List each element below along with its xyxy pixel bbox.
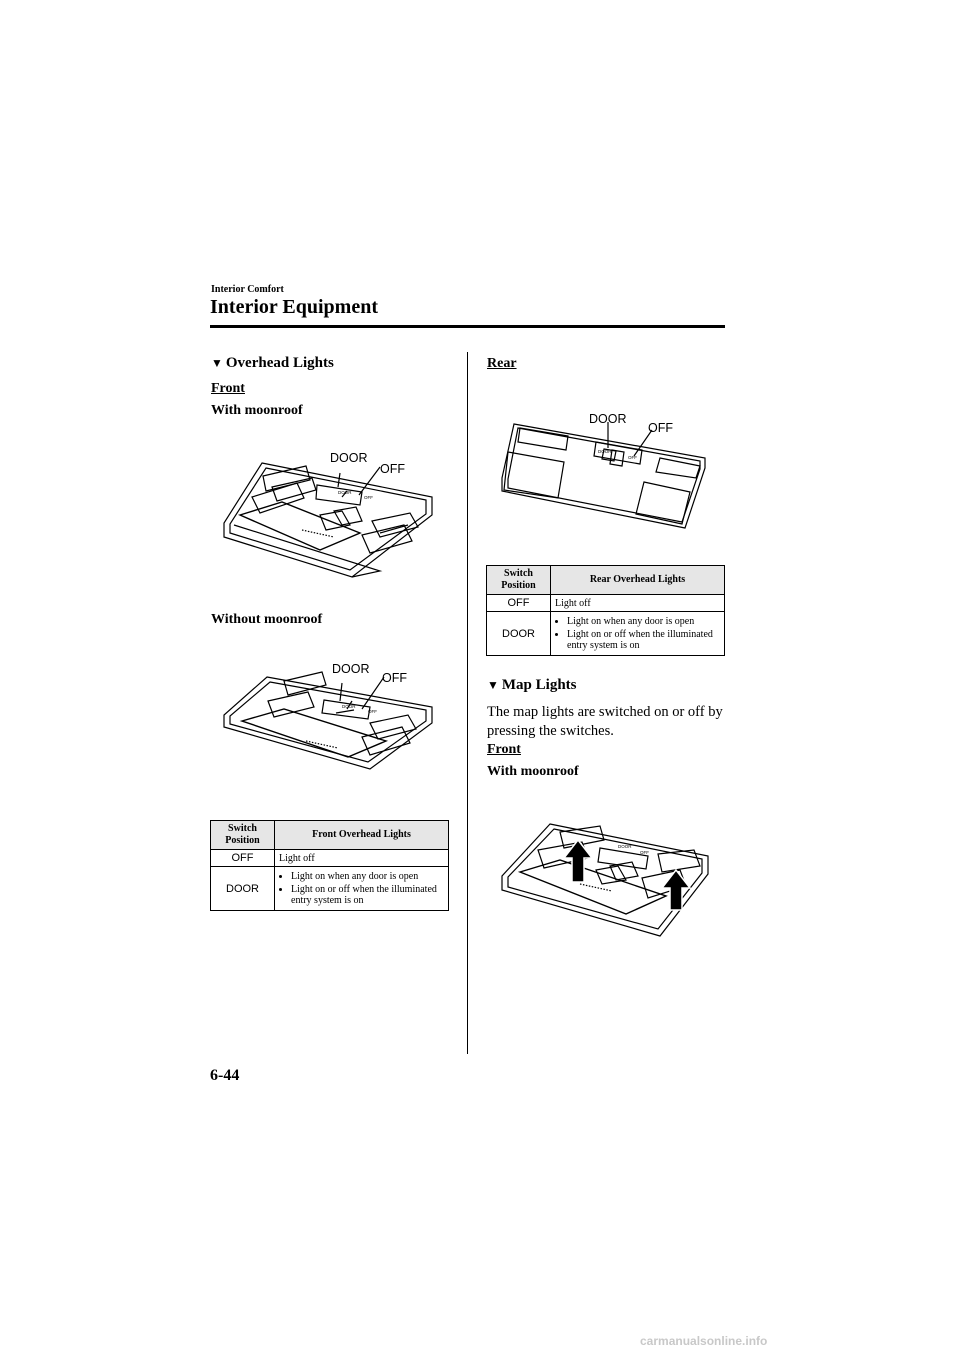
rear-subheading: Rear xyxy=(487,356,517,371)
rear-overhead-figure xyxy=(500,406,715,531)
off-switch-text: OFF xyxy=(628,455,637,460)
up-arrow-icon xyxy=(564,840,592,882)
list-item: • Light on when any door is open xyxy=(567,616,720,627)
switch-position-door: DOOR xyxy=(211,867,275,911)
door-callout: DOOR xyxy=(330,451,368,465)
switch-position-off: OFF xyxy=(487,595,551,612)
front-overhead-with-moonroof-figure xyxy=(222,445,447,580)
with-moonroof-label: With moonroof xyxy=(211,403,303,418)
up-arrow-icon xyxy=(662,870,690,910)
off-switch-text: OFF xyxy=(640,850,649,855)
triangle-icon: ▼ xyxy=(487,678,499,692)
watermark: carmanualsonline.info xyxy=(640,1334,768,1348)
front-subheading: Front xyxy=(211,381,245,396)
door-description xyxy=(551,612,725,656)
off-switch-text: OFF xyxy=(364,495,373,500)
door-callout: DOOR xyxy=(332,662,370,676)
off-callout: OFF xyxy=(380,462,405,476)
with-moonroof-label: With moonroof xyxy=(487,764,579,779)
list-item: • Light on when any door is open xyxy=(291,871,444,882)
table-header-rear-overhead-lights: Rear Overhead Lights xyxy=(551,566,725,595)
light-off-text: Light off xyxy=(551,595,725,612)
front-subheading: Front xyxy=(487,742,521,757)
table-row xyxy=(487,612,725,656)
map-lights-heading: ▼ Map Lights xyxy=(487,677,577,693)
map-lights-figure xyxy=(500,814,715,939)
list-item: • Light on or off when the illuminated entry system is on xyxy=(291,884,444,906)
table-row xyxy=(487,595,725,612)
switch-position-door: DOOR xyxy=(487,612,551,656)
table-row xyxy=(211,867,449,911)
table-header-switch-position: Switch Position xyxy=(211,821,275,850)
page-title: Interior Equipment xyxy=(210,296,378,318)
door-description xyxy=(275,867,449,911)
door-switch-text: DOOR xyxy=(338,490,352,495)
off-switch-text: OFF xyxy=(368,709,377,714)
title-rule xyxy=(210,325,725,328)
triangle-icon: ▼ xyxy=(211,356,223,370)
light-off-text: Light off xyxy=(275,850,449,867)
off-callout: OFF xyxy=(648,421,673,435)
table-header-switch-position: Switch Position xyxy=(487,566,551,595)
column-divider xyxy=(467,352,468,1054)
off-callout: OFF xyxy=(382,671,407,685)
list-item: • Light on or off when the illuminated entry system is on xyxy=(567,629,720,651)
without-moonroof-label: Without moonroof xyxy=(211,612,323,627)
map-lights-description: The map lights are switched on or off by pressing the switches. xyxy=(487,704,723,739)
rear-overhead-lights-table xyxy=(486,565,725,656)
section-label: Interior Comfort xyxy=(211,284,284,295)
switch-position-off: OFF xyxy=(211,850,275,867)
door-switch-text: DOOR xyxy=(618,844,632,849)
door-switch-text: DOOR xyxy=(342,704,356,709)
table-header-front-overhead-lights: Front Overhead Lights xyxy=(275,821,449,850)
page-number: 6-44 xyxy=(210,1067,240,1084)
door-callout: DOOR xyxy=(589,412,627,426)
overhead-lights-heading: ▼ Overhead Lights xyxy=(211,355,334,371)
front-overhead-without-moonroof-figure xyxy=(222,657,447,777)
table-row xyxy=(211,850,449,867)
front-overhead-lights-table xyxy=(210,820,449,911)
door-switch-text: DOOR xyxy=(598,449,612,454)
